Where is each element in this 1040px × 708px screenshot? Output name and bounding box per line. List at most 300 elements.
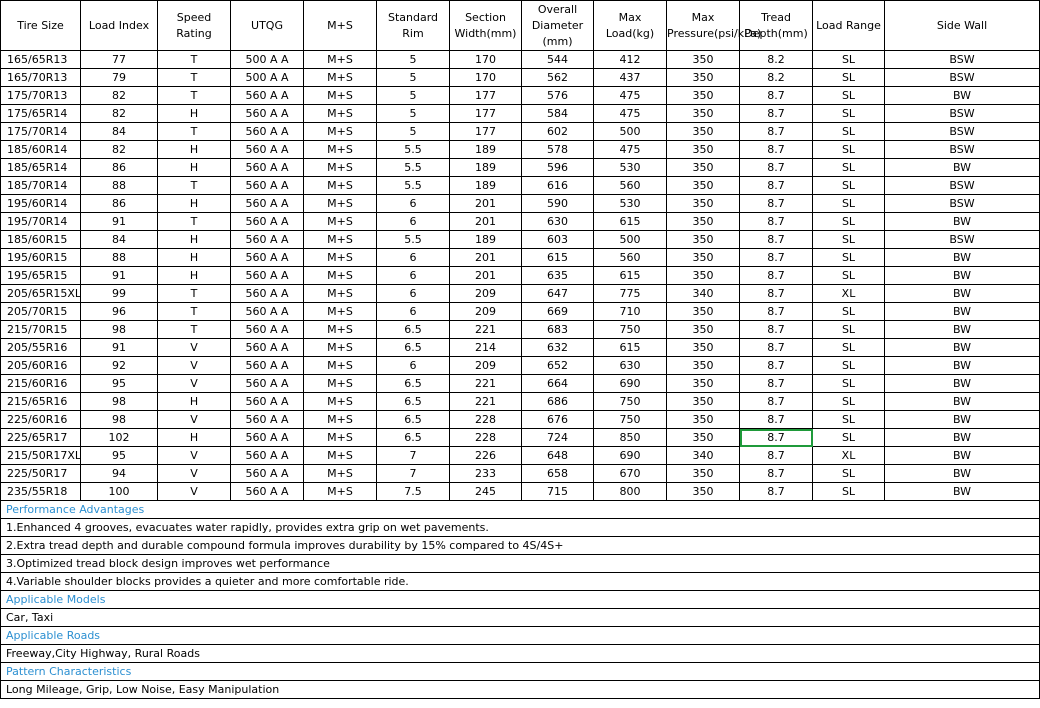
table-cell[interactable]: 500 A A: [231, 69, 304, 87]
table-cell[interactable]: 560 A A: [231, 321, 304, 339]
table-cell[interactable]: 562: [522, 69, 594, 87]
table-cell[interactable]: T: [158, 321, 231, 339]
note-text[interactable]: 1.Enhanced 4 grooves, evacuates water rapidly, provides extra grip on wet pavements.: [1, 519, 1040, 537]
table-cell[interactable]: H: [158, 429, 231, 447]
table-cell[interactable]: 245: [450, 483, 522, 501]
table-cell[interactable]: 602: [522, 123, 594, 141]
table-cell[interactable]: 189: [450, 231, 522, 249]
table-cell[interactable]: 560 A A: [231, 177, 304, 195]
table-cell[interactable]: 750: [594, 411, 667, 429]
table-cell[interactable]: 8.7: [740, 447, 813, 465]
table-cell[interactable]: 560 A A: [231, 393, 304, 411]
table-cell[interactable]: 221: [450, 375, 522, 393]
table-cell[interactable]: 350: [667, 303, 740, 321]
table-cell[interactable]: 201: [450, 249, 522, 267]
table-cell[interactable]: H: [158, 267, 231, 285]
table-cell[interactable]: 8.7: [740, 285, 813, 303]
table-cell[interactable]: 5.5: [377, 231, 450, 249]
table-cell[interactable]: 616: [522, 177, 594, 195]
table-cell[interactable]: M+S: [304, 339, 377, 357]
table-cell[interactable]: 6: [377, 195, 450, 213]
column-header[interactable]: Overall Diameter (mm): [522, 1, 594, 51]
table-cell[interactable]: 8.7: [740, 105, 813, 123]
table-cell[interactable]: 350: [667, 231, 740, 249]
table-cell[interactable]: 560 A A: [231, 411, 304, 429]
table-cell[interactable]: 8.7: [740, 213, 813, 231]
table-cell[interactable]: BW: [885, 447, 1040, 465]
table-cell[interactable]: 88: [81, 249, 158, 267]
table-cell[interactable]: 195/70R14: [1, 213, 81, 231]
table-cell[interactable]: 350: [667, 339, 740, 357]
table-cell[interactable]: 5: [377, 51, 450, 69]
table-cell[interactable]: 6.5: [377, 429, 450, 447]
table-cell[interactable]: 226: [450, 447, 522, 465]
column-header[interactable]: UTQG: [231, 1, 304, 51]
table-cell[interactable]: 209: [450, 285, 522, 303]
selected-cell[interactable]: 8.7: [740, 429, 813, 447]
table-cell[interactable]: 7.5: [377, 483, 450, 501]
table-cell[interactable]: 350: [667, 375, 740, 393]
table-cell[interactable]: 560 A A: [231, 285, 304, 303]
table-cell[interactable]: 630: [594, 357, 667, 375]
table-cell[interactable]: M+S: [304, 303, 377, 321]
table-cell[interactable]: SL: [813, 123, 885, 141]
table-cell[interactable]: 215/60R16: [1, 375, 81, 393]
note-text[interactable]: Freeway,City Highway, Rural Roads: [1, 645, 1040, 663]
table-cell[interactable]: BW: [885, 249, 1040, 267]
table-cell[interactable]: 5: [377, 87, 450, 105]
table-cell[interactable]: 8.7: [740, 141, 813, 159]
table-cell[interactable]: 500: [594, 123, 667, 141]
table-cell[interactable]: 228: [450, 411, 522, 429]
note-text[interactable]: 3.Optimized tread block design improves wet performance: [1, 555, 1040, 573]
table-cell[interactable]: M+S: [304, 123, 377, 141]
table-cell[interactable]: M+S: [304, 375, 377, 393]
table-cell[interactable]: SL: [813, 159, 885, 177]
table-cell[interactable]: 340: [667, 285, 740, 303]
table-cell[interactable]: 750: [594, 393, 667, 411]
table-cell[interactable]: 350: [667, 123, 740, 141]
table-cell[interactable]: 350: [667, 393, 740, 411]
table-cell[interactable]: 6: [377, 357, 450, 375]
table-cell[interactable]: 82: [81, 87, 158, 105]
column-header[interactable]: Section Width(mm): [450, 1, 522, 51]
table-cell[interactable]: SL: [813, 87, 885, 105]
table-cell[interactable]: 5.5: [377, 141, 450, 159]
table-cell[interactable]: 560 A A: [231, 267, 304, 285]
table-cell[interactable]: T: [158, 213, 231, 231]
table-cell[interactable]: 412: [594, 51, 667, 69]
table-cell[interactable]: 350: [667, 177, 740, 195]
note-text[interactable]: Long Mileage, Grip, Low Noise, Easy Manipulation: [1, 681, 1040, 699]
table-cell[interactable]: 615: [594, 267, 667, 285]
table-cell[interactable]: 209: [450, 303, 522, 321]
table-cell[interactable]: H: [158, 141, 231, 159]
table-cell[interactable]: 350: [667, 159, 740, 177]
table-cell[interactable]: 165/70R13: [1, 69, 81, 87]
table-cell[interactable]: M+S: [304, 69, 377, 87]
table-cell[interactable]: 560 A A: [231, 123, 304, 141]
table-cell[interactable]: SL: [813, 465, 885, 483]
table-cell[interactable]: 228: [450, 429, 522, 447]
table-cell[interactable]: BW: [885, 213, 1040, 231]
table-cell[interactable]: 8.7: [740, 357, 813, 375]
table-cell[interactable]: SL: [813, 195, 885, 213]
section-heading[interactable]: Pattern Characteristics: [1, 663, 1040, 681]
table-cell[interactable]: 560: [594, 177, 667, 195]
table-cell[interactable]: 185/60R14: [1, 141, 81, 159]
table-cell[interactable]: 221: [450, 393, 522, 411]
table-cell[interactable]: M+S: [304, 231, 377, 249]
table-cell[interactable]: SL: [813, 339, 885, 357]
table-cell[interactable]: H: [158, 159, 231, 177]
table-cell[interactable]: BW: [885, 159, 1040, 177]
column-header[interactable]: Side Wall: [885, 1, 1040, 51]
table-cell[interactable]: 5: [377, 69, 450, 87]
table-cell[interactable]: 350: [667, 267, 740, 285]
table-cell[interactable]: 91: [81, 267, 158, 285]
table-cell[interactable]: 715: [522, 483, 594, 501]
table-cell[interactable]: SL: [813, 393, 885, 411]
table-cell[interactable]: SL: [813, 177, 885, 195]
column-header[interactable]: Tread Depth(mm): [740, 1, 813, 51]
table-cell[interactable]: 185/65R14: [1, 159, 81, 177]
table-cell[interactable]: BW: [885, 411, 1040, 429]
table-cell[interactable]: 215/65R16: [1, 393, 81, 411]
table-cell[interactable]: 350: [667, 105, 740, 123]
table-cell[interactable]: BW: [885, 393, 1040, 411]
table-cell[interactable]: 8.7: [740, 87, 813, 105]
table-cell[interactable]: 8.7: [740, 159, 813, 177]
table-cell[interactable]: 500 A A: [231, 51, 304, 69]
section-heading[interactable]: Performance Advantages: [1, 501, 1040, 519]
table-cell[interactable]: 8.7: [740, 393, 813, 411]
table-cell[interactable]: 615: [522, 249, 594, 267]
table-cell[interactable]: 350: [667, 87, 740, 105]
table-cell[interactable]: 98: [81, 393, 158, 411]
column-header[interactable]: Max Pressure(psi/kPa): [667, 1, 740, 51]
table-cell[interactable]: 215/70R15: [1, 321, 81, 339]
table-cell[interactable]: 576: [522, 87, 594, 105]
table-cell[interactable]: 560 A A: [231, 465, 304, 483]
table-cell[interactable]: 686: [522, 393, 594, 411]
table-cell[interactable]: 225/50R17: [1, 465, 81, 483]
table-cell[interactable]: H: [158, 249, 231, 267]
table-cell[interactable]: 664: [522, 375, 594, 393]
table-cell[interactable]: BSW: [885, 141, 1040, 159]
table-cell[interactable]: M+S: [304, 195, 377, 213]
table-cell[interactable]: 170: [450, 69, 522, 87]
table-cell[interactable]: 560 A A: [231, 339, 304, 357]
table-cell[interactable]: 205/60R16: [1, 357, 81, 375]
table-cell[interactable]: SL: [813, 375, 885, 393]
table-cell[interactable]: XL: [813, 447, 885, 465]
table-cell[interactable]: 6.5: [377, 393, 450, 411]
table-cell[interactable]: 560 A A: [231, 249, 304, 267]
table-cell[interactable]: 8.7: [740, 339, 813, 357]
table-cell[interactable]: 632: [522, 339, 594, 357]
table-cell[interactable]: 95: [81, 375, 158, 393]
table-cell[interactable]: 195/65R15: [1, 267, 81, 285]
table-cell[interactable]: 225/65R17: [1, 429, 81, 447]
table-cell[interactable]: 475: [594, 141, 667, 159]
table-cell[interactable]: 86: [81, 159, 158, 177]
table-cell[interactable]: 96: [81, 303, 158, 321]
table-cell[interactable]: 350: [667, 249, 740, 267]
table-cell[interactable]: 658: [522, 465, 594, 483]
table-cell[interactable]: 800: [594, 483, 667, 501]
table-cell[interactable]: 584: [522, 105, 594, 123]
column-header[interactable]: Standard Rim: [377, 1, 450, 51]
table-cell[interactable]: 102: [81, 429, 158, 447]
table-cell[interactable]: 775: [594, 285, 667, 303]
table-cell[interactable]: 77: [81, 51, 158, 69]
table-cell[interactable]: 82: [81, 105, 158, 123]
table-cell[interactable]: BSW: [885, 69, 1040, 87]
table-cell[interactable]: 195/60R14: [1, 195, 81, 213]
table-cell[interactable]: 185/60R15: [1, 231, 81, 249]
table-cell[interactable]: 560 A A: [231, 429, 304, 447]
table-cell[interactable]: BW: [885, 375, 1040, 393]
table-cell[interactable]: 8.7: [740, 267, 813, 285]
table-cell[interactable]: 5.5: [377, 177, 450, 195]
table-cell[interactable]: 615: [594, 213, 667, 231]
table-cell[interactable]: 8.7: [740, 303, 813, 321]
table-cell[interactable]: 560 A A: [231, 105, 304, 123]
table-cell[interactable]: 6.5: [377, 375, 450, 393]
table-cell[interactable]: 603: [522, 231, 594, 249]
table-cell[interactable]: 175/65R14: [1, 105, 81, 123]
table-cell[interactable]: BW: [885, 321, 1040, 339]
note-text[interactable]: Car, Taxi: [1, 609, 1040, 627]
table-cell[interactable]: 189: [450, 159, 522, 177]
table-cell[interactable]: BW: [885, 429, 1040, 447]
table-cell[interactable]: 8.7: [740, 231, 813, 249]
table-cell[interactable]: 350: [667, 483, 740, 501]
table-cell[interactable]: 8.7: [740, 249, 813, 267]
table-cell[interactable]: 5.5: [377, 159, 450, 177]
table-cell[interactable]: 185/70R14: [1, 177, 81, 195]
table-cell[interactable]: V: [158, 483, 231, 501]
table-cell[interactable]: 6.5: [377, 339, 450, 357]
table-cell[interactable]: 205/70R15: [1, 303, 81, 321]
table-cell[interactable]: 560 A A: [231, 483, 304, 501]
table-cell[interactable]: M+S: [304, 285, 377, 303]
table-cell[interactable]: 560 A A: [231, 159, 304, 177]
table-cell[interactable]: 676: [522, 411, 594, 429]
table-cell[interactable]: 221: [450, 321, 522, 339]
table-cell[interactable]: 235/55R18: [1, 483, 81, 501]
table-cell[interactable]: BSW: [885, 123, 1040, 141]
table-cell[interactable]: V: [158, 411, 231, 429]
table-cell[interactable]: BW: [885, 483, 1040, 501]
table-cell[interactable]: V: [158, 357, 231, 375]
table-cell[interactable]: M+S: [304, 429, 377, 447]
table-cell[interactable]: 350: [667, 357, 740, 375]
table-cell[interactable]: SL: [813, 303, 885, 321]
table-cell[interactable]: M+S: [304, 483, 377, 501]
table-cell[interactable]: 560 A A: [231, 87, 304, 105]
table-cell[interactable]: 560 A A: [231, 303, 304, 321]
column-header[interactable]: Load Range: [813, 1, 885, 51]
table-cell[interactable]: 560 A A: [231, 231, 304, 249]
table-cell[interactable]: SL: [813, 429, 885, 447]
table-cell[interactable]: 560 A A: [231, 141, 304, 159]
table-cell[interactable]: 201: [450, 195, 522, 213]
column-header[interactable]: Tire Size: [1, 1, 81, 51]
table-cell[interactable]: 6.5: [377, 321, 450, 339]
table-cell[interactable]: 95: [81, 447, 158, 465]
section-heading[interactable]: Applicable Roads: [1, 627, 1040, 645]
table-cell[interactable]: 205/65R15XL: [1, 285, 81, 303]
table-cell[interactable]: T: [158, 87, 231, 105]
table-cell[interactable]: BW: [885, 357, 1040, 375]
table-cell[interactable]: SL: [813, 357, 885, 375]
table-cell[interactable]: SL: [813, 411, 885, 429]
table-cell[interactable]: 214: [450, 339, 522, 357]
table-cell[interactable]: 652: [522, 357, 594, 375]
table-cell[interactable]: 350: [667, 51, 740, 69]
table-cell[interactable]: M+S: [304, 159, 377, 177]
table-cell[interactable]: 635: [522, 267, 594, 285]
table-cell[interactable]: M+S: [304, 213, 377, 231]
table-cell[interactable]: 560 A A: [231, 195, 304, 213]
table-cell[interactable]: 201: [450, 213, 522, 231]
table-cell[interactable]: 215/50R17XL: [1, 447, 81, 465]
table-cell[interactable]: M+S: [304, 105, 377, 123]
table-cell[interactable]: 98: [81, 321, 158, 339]
table-cell[interactable]: 8.7: [740, 195, 813, 213]
table-cell[interactable]: 8.7: [740, 321, 813, 339]
column-header[interactable]: Speed Rating: [158, 1, 231, 51]
table-cell[interactable]: T: [158, 177, 231, 195]
table-cell[interactable]: 350: [667, 465, 740, 483]
table-cell[interactable]: 86: [81, 195, 158, 213]
table-cell[interactable]: SL: [813, 321, 885, 339]
table-cell[interactable]: 710: [594, 303, 667, 321]
table-cell[interactable]: 724: [522, 429, 594, 447]
table-cell[interactable]: 82: [81, 141, 158, 159]
table-cell[interactable]: M+S: [304, 411, 377, 429]
table-cell[interactable]: 195/60R15: [1, 249, 81, 267]
table-cell[interactable]: 530: [594, 195, 667, 213]
table-cell[interactable]: 669: [522, 303, 594, 321]
table-cell[interactable]: 578: [522, 141, 594, 159]
table-cell[interactable]: M+S: [304, 87, 377, 105]
table-cell[interactable]: 189: [450, 141, 522, 159]
table-cell[interactable]: 189: [450, 177, 522, 195]
table-cell[interactable]: 350: [667, 213, 740, 231]
table-cell[interactable]: 560 A A: [231, 357, 304, 375]
table-cell[interactable]: 175/70R13: [1, 87, 81, 105]
table-cell[interactable]: 475: [594, 105, 667, 123]
table-cell[interactable]: H: [158, 195, 231, 213]
table-cell[interactable]: 560 A A: [231, 375, 304, 393]
table-cell[interactable]: 7: [377, 465, 450, 483]
table-cell[interactable]: M+S: [304, 447, 377, 465]
table-cell[interactable]: SL: [813, 69, 885, 87]
table-cell[interactable]: 350: [667, 321, 740, 339]
table-cell[interactable]: BW: [885, 87, 1040, 105]
table-cell[interactable]: 340: [667, 447, 740, 465]
table-cell[interactable]: 100: [81, 483, 158, 501]
table-cell[interactable]: BSW: [885, 105, 1040, 123]
table-cell[interactable]: M+S: [304, 393, 377, 411]
table-cell[interactable]: H: [158, 105, 231, 123]
table-cell[interactable]: 500: [594, 231, 667, 249]
table-cell[interactable]: 99: [81, 285, 158, 303]
table-cell[interactable]: T: [158, 303, 231, 321]
table-cell[interactable]: M+S: [304, 465, 377, 483]
table-cell[interactable]: 209: [450, 357, 522, 375]
table-cell[interactable]: 6: [377, 285, 450, 303]
table-cell[interactable]: T: [158, 123, 231, 141]
table-cell[interactable]: SL: [813, 105, 885, 123]
table-cell[interactable]: 544: [522, 51, 594, 69]
table-cell[interactable]: 8.2: [740, 51, 813, 69]
table-cell[interactable]: 6: [377, 267, 450, 285]
table-cell[interactable]: 350: [667, 141, 740, 159]
section-heading[interactable]: Applicable Models: [1, 591, 1040, 609]
table-cell[interactable]: 94: [81, 465, 158, 483]
table-cell[interactable]: BW: [885, 303, 1040, 321]
table-cell[interactable]: M+S: [304, 249, 377, 267]
table-cell[interactable]: 530: [594, 159, 667, 177]
table-cell[interactable]: V: [158, 465, 231, 483]
table-cell[interactable]: 690: [594, 447, 667, 465]
table-cell[interactable]: 615: [594, 339, 667, 357]
table-cell[interactable]: BW: [885, 339, 1040, 357]
table-cell[interactable]: 647: [522, 285, 594, 303]
table-cell[interactable]: 8.7: [740, 375, 813, 393]
table-cell[interactable]: T: [158, 51, 231, 69]
table-cell[interactable]: 98: [81, 411, 158, 429]
table-cell[interactable]: 165/65R13: [1, 51, 81, 69]
table-cell[interactable]: 205/55R16: [1, 339, 81, 357]
table-cell[interactable]: 670: [594, 465, 667, 483]
table-cell[interactable]: V: [158, 447, 231, 465]
table-cell[interactable]: 84: [81, 231, 158, 249]
table-cell[interactable]: 201: [450, 267, 522, 285]
table-cell[interactable]: H: [158, 393, 231, 411]
table-cell[interactable]: 648: [522, 447, 594, 465]
table-cell[interactable]: 596: [522, 159, 594, 177]
table-cell[interactable]: M+S: [304, 51, 377, 69]
table-cell[interactable]: BSW: [885, 195, 1040, 213]
table-cell[interactable]: 350: [667, 429, 740, 447]
table-cell[interactable]: 6.5: [377, 411, 450, 429]
column-header[interactable]: Load Index: [81, 1, 158, 51]
table-cell[interactable]: 91: [81, 339, 158, 357]
table-cell[interactable]: 350: [667, 195, 740, 213]
table-cell[interactable]: BW: [885, 465, 1040, 483]
table-cell[interactable]: 175/70R14: [1, 123, 81, 141]
column-header[interactable]: M+S: [304, 1, 377, 51]
table-cell[interactable]: 8.7: [740, 177, 813, 195]
table-cell[interactable]: SL: [813, 231, 885, 249]
table-cell[interactable]: 79: [81, 69, 158, 87]
column-header[interactable]: Max Load(kg): [594, 1, 667, 51]
table-cell[interactable]: 88: [81, 177, 158, 195]
table-cell[interactable]: BW: [885, 285, 1040, 303]
table-cell[interactable]: 560 A A: [231, 447, 304, 465]
table-cell[interactable]: 850: [594, 429, 667, 447]
table-cell[interactable]: BW: [885, 267, 1040, 285]
table-cell[interactable]: 475: [594, 87, 667, 105]
table-cell[interactable]: BSW: [885, 177, 1040, 195]
table-cell[interactable]: 5: [377, 123, 450, 141]
table-cell[interactable]: 84: [81, 123, 158, 141]
